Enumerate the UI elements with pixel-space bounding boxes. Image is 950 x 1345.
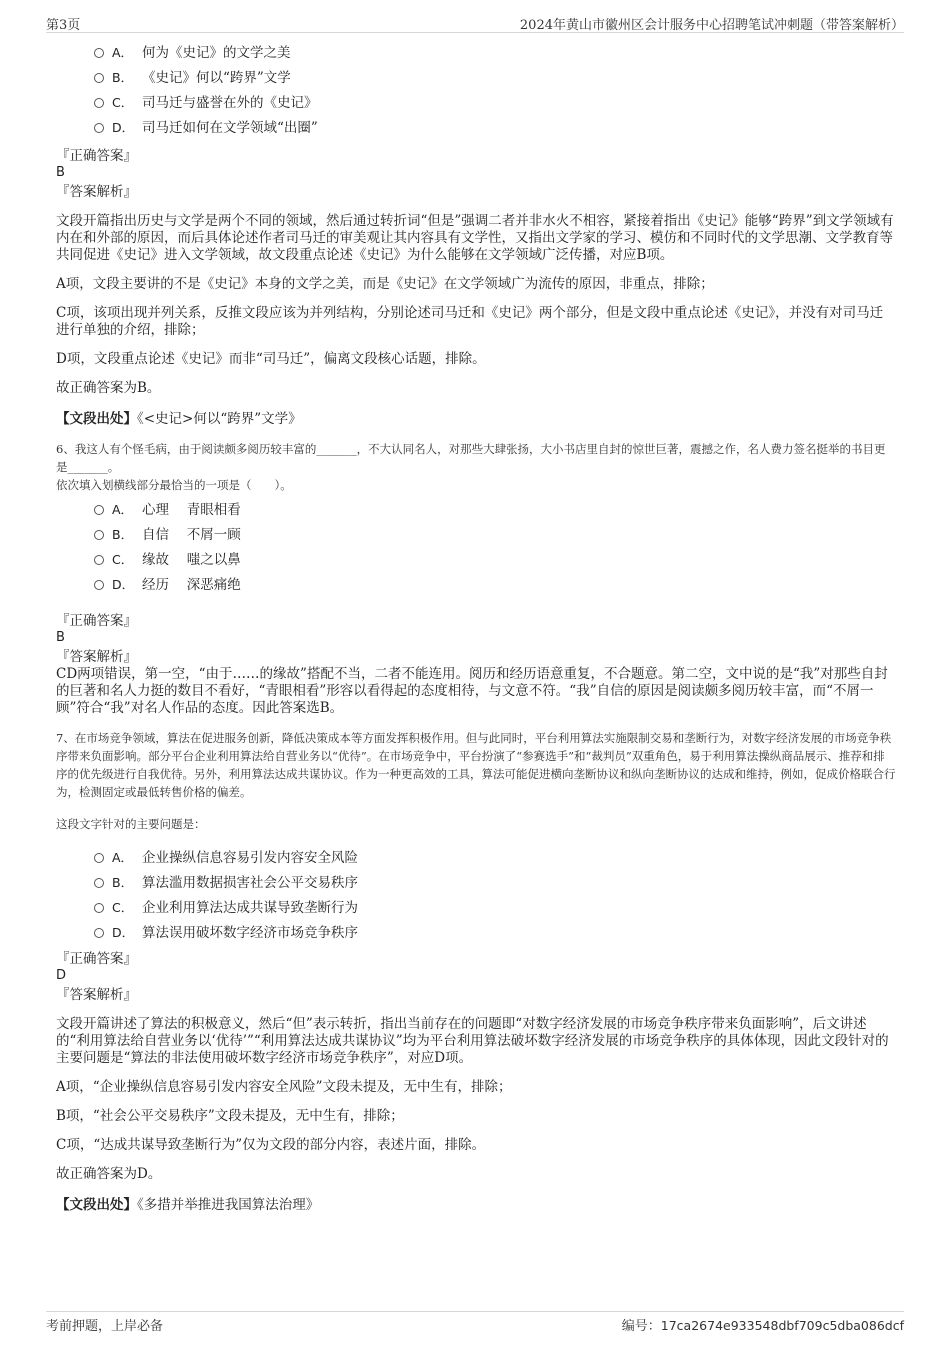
q7-analysis-para: 故正确答案为D。 <box>56 1166 162 1182</box>
q7-analysis-label: 『答案解析』 <box>56 987 137 1003</box>
page-header <box>46 12 904 33</box>
radio-icon[interactable] <box>94 928 104 938</box>
q7-stem: 7、在市场竞争领域，算法在促进服务创新，降低决策成本等方面发挥积极作用。但与此同时，平台利用算法实施限制交易和垄断行为，对数字经济发展的市场竞争秩序带来负面影响。部分平台企业利用算法给自营业务以“优待”。在市场竞争中，平台扮演了“参赛选手”和“裁判员”双重角色，易于利用算法操纵商品展示、推荐和排序的优先级进行自我优待。另外，利用算法达成共谋协议。作为一种更高效的工具，算法可能促进横向垄断协议和纵向垄断协议的达成和维持，例如，促成价格联合行为，检测固定或最低转售价格的偏差。 <box>56 731 896 799</box>
q6-options <box>94 497 896 597</box>
page-content <box>56 40 896 1214</box>
q7-answer-label: 『正确答案』 <box>56 951 137 967</box>
q6-answer-label: 『正确答案』 <box>56 613 137 629</box>
q5-analysis-para: 文段开篇指出历史与文学是两个不同的领域，然后通过转折词“但是”强调二者并非水火不相容，紧接着指出《史记》能够“跨界”到文学领域有内在和外部的原因，而后具体论述作者司马迁的审美观让其内容具有文学性，又指出文学家的学习、模仿和不同时代的文学思潮、文学教育等共同促进《史记》进入文学领域，故文段重点论述《史记》为什么能够在文学领域广泛传播，对应B项。 <box>56 213 894 263</box>
document-title: 2024年黄山市徽州区会计服务中心招聘笔试冲刺题（带答案解析） <box>519 18 904 33</box>
q5-analysis-para: A项，文段主要讲的不是《史记》本身的文学之美，而是《史记》在文学领域广为流传的原因，非重点，排除； <box>56 276 714 292</box>
q5-option-a[interactable]: A． 何为《史记》的文学之美 <box>94 40 896 65</box>
q5-answer-label: 『正确答案』 <box>56 148 137 164</box>
radio-icon[interactable] <box>94 73 104 83</box>
q7-analysis-para: C项，“达成共谋导致垄断行为”仅为文段的部分内容，表述片面，排除。 <box>56 1137 486 1153</box>
radio-icon[interactable] <box>94 878 104 888</box>
q6-stem: 6、我这人有个怪毛病，由于阅读颇多阅历较丰富的_______，不大认同名人，对那些大肆张扬，大小书店里自封的惊世巨著，震撼之作，名人费力签名挺举的书目更是_______。 <box>56 442 886 474</box>
q5-source: 【文段出处】《<史记>何以“跨界”文学》 <box>56 411 302 427</box>
q7-option-a[interactable]: A． 企业操纵信息容易引发内容安全风险 <box>94 845 896 870</box>
q5-option-d[interactable]: D． 司马迁如何在文学领域“出圈” <box>94 115 896 140</box>
q5-analysis-label: 『答案解析』 <box>56 184 137 200</box>
q5-analysis-para: C项，该项出现并列关系，反推文段应该为并列结构，分别论述司马迁和《史记》两个部分，但是文段中重点论述《史记》，并没有对司马迁进行单独的介绍，排除； <box>56 305 884 338</box>
q7-option-d[interactable]: D． 算法误用破坏数字经济市场竞争秩序 <box>94 920 896 945</box>
q5-answer: B <box>56 165 65 180</box>
q7-option-c[interactable]: C． 企业利用算法达成共谋导致垄断行为 <box>94 895 896 920</box>
q5-option-c[interactable]: C． 司马迁与盛誉在外的《史记》 <box>94 90 896 115</box>
q6-option-b[interactable]: B． 自信 不屑一顾 <box>94 522 896 547</box>
page-number: 第3页 <box>46 18 81 33</box>
q6-prompt: 依次填入划横线部分最恰当的一项是（ ）。 <box>56 478 292 492</box>
q6-analysis-para: CD两项错误，第一空，“由于……的缘故”搭配不当，二者不能连用。阅历和经历语意重复，不合题意。第二空，文中说的是“我”对那些自封的巨著和名人力挺的数目不看好，“青眼相看”形容以看得起的态度相待，与文意不符。“我”自信的原因是阅读颇多阅历较丰富，而“不屑一顾”符合“我”对名人作品的态度。因此答案选B。 <box>56 666 888 716</box>
q5-analysis-para: D项，文段重点论述《史记》而非“司马迁”，偏离文段核心话题，排除。 <box>56 351 486 367</box>
q7-prompt: 这段文字针对的主要问题是： <box>56 817 206 831</box>
q6-option-d[interactable]: D． 经历 深恶痛绝 <box>94 572 896 597</box>
radio-icon[interactable] <box>94 505 104 515</box>
radio-icon[interactable] <box>94 48 104 58</box>
q5-options <box>94 40 896 140</box>
q7-source: 【文段出处】《多措并举推进我国算法治理》 <box>56 1197 320 1213</box>
radio-icon[interactable] <box>94 903 104 913</box>
footer-slogan: 考前押题，上岸必备 <box>46 1319 164 1334</box>
q7-options <box>94 845 896 945</box>
radio-icon[interactable] <box>94 530 104 540</box>
radio-icon[interactable] <box>94 98 104 108</box>
radio-icon[interactable] <box>94 555 104 565</box>
radio-icon[interactable] <box>94 123 104 133</box>
q6-option-a[interactable]: A． 心理 青眼相看 <box>94 497 896 522</box>
radio-icon[interactable] <box>94 853 104 863</box>
q5-option-b[interactable]: B． 《史记》何以“跨界”文学 <box>94 65 896 90</box>
q7-analysis-para: 文段开篇讲述了算法的积极意义，然后“但”表示转折，指出当前存在的问题即“对数字经济发展的市场竞争秩序带来负面影响”，后文讲述的“利用算法给自营业务以‘优待’”“利用算法达成共谋协议”均为平台利用算法破坏数字经济发展的市场竞争秩序的具体体现，因此文段针对的主要问题是“算法的非法使用破坏数字经济市场竞争秩序”，对应D项。 <box>56 1016 889 1066</box>
q7-option-b[interactable]: B． 算法滥用数据损害社会公平交易秩序 <box>94 870 896 895</box>
q6-analysis-label: 『答案解析』 <box>56 649 137 665</box>
q5-analysis-para: 故正确答案为B。 <box>56 380 161 396</box>
q7-answer: D <box>56 968 67 983</box>
document-code: 编号：17ca2674e933548dbf709c5dba086dcf <box>621 1318 904 1334</box>
radio-icon[interactable] <box>94 580 104 590</box>
q7-analysis-para: B项，“社会公平交易秩序”文段未提及，无中生有，排除； <box>56 1108 404 1124</box>
q6-option-c[interactable]: C． 缘故 嗤之以鼻 <box>94 547 896 572</box>
q6-answer: B <box>56 630 65 645</box>
page-footer <box>46 1311 904 1334</box>
q7-analysis-para: A项，“企业操纵信息容易引发内容安全风险”文段未提及，无中生有，排除； <box>56 1079 512 1095</box>
